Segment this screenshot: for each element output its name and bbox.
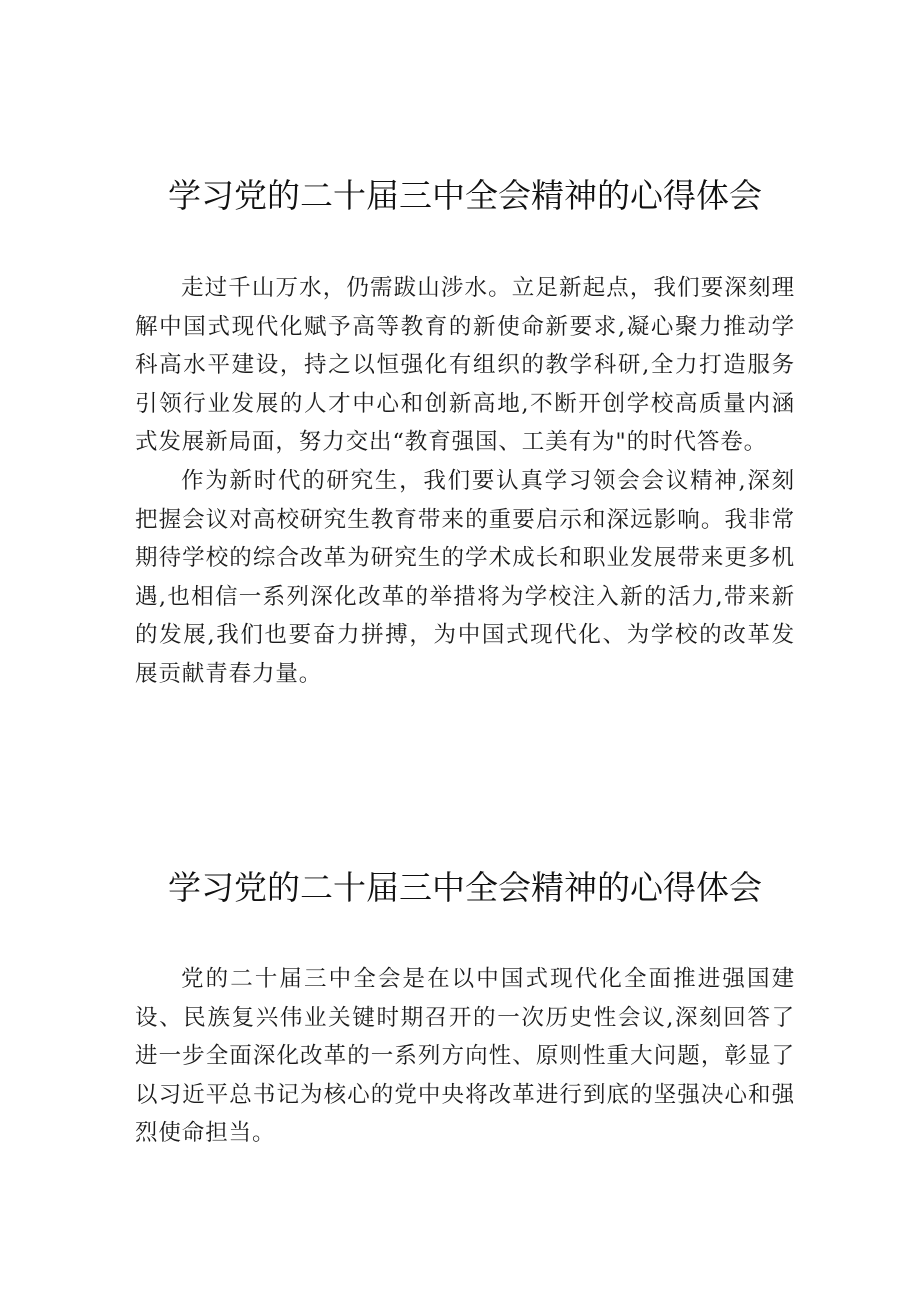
article-1-paragraph-1: 走过千山万水，仍需跋山涉水。立足新起点，我们要深刻理解中国式现代化赋予高等教育的新使命新要求,凝心聚力推动学科高水平建设，持之以恒强化有组织的教学科研,全力打造服务引领行业发展的人才中心和创新高地,不断开创学校高质量内涵式发展新局面，努力交出“教育强国、工美有为"的时代答卷。 (135, 275, 795, 456)
article-2 (135, 862, 795, 1153)
article-2-title: 学习党的二十届三中全会精神的心得体会 (168, 868, 762, 907)
article-2-paragraph-1: 党的二十届三中全会是在以中国式现代化全面推进强国建设、民族复兴伟业关键时期召开的一次历史性会议,深刻回答了进一步全面深化改革的一系列方向性、原则性重大问题，彰显了以习近平总书记为核心的党中央将改革进行到底的坚强决心和强烈使命担当。 (135, 966, 795, 1147)
article-1-title: 学习党的二十届三中全会精神的心得体会 (168, 176, 762, 215)
article-1-paragraph-2: 作为新时代的研究生，我们要认真学习领会会议精神,深刻把握会议对高校研究生教育带来的重要启示和深远影响。我非常期待学校的综合改革为研究生的学术成长和职业发展带来更多机遇,也相信一系列深化改革的举措将为学校注入新的活力,带来新的发展,我们也要奋力拼搏，为中国式现代化、为学校的改革发展贡献青春力量。 (135, 467, 795, 687)
article-1 (135, 170, 795, 694)
